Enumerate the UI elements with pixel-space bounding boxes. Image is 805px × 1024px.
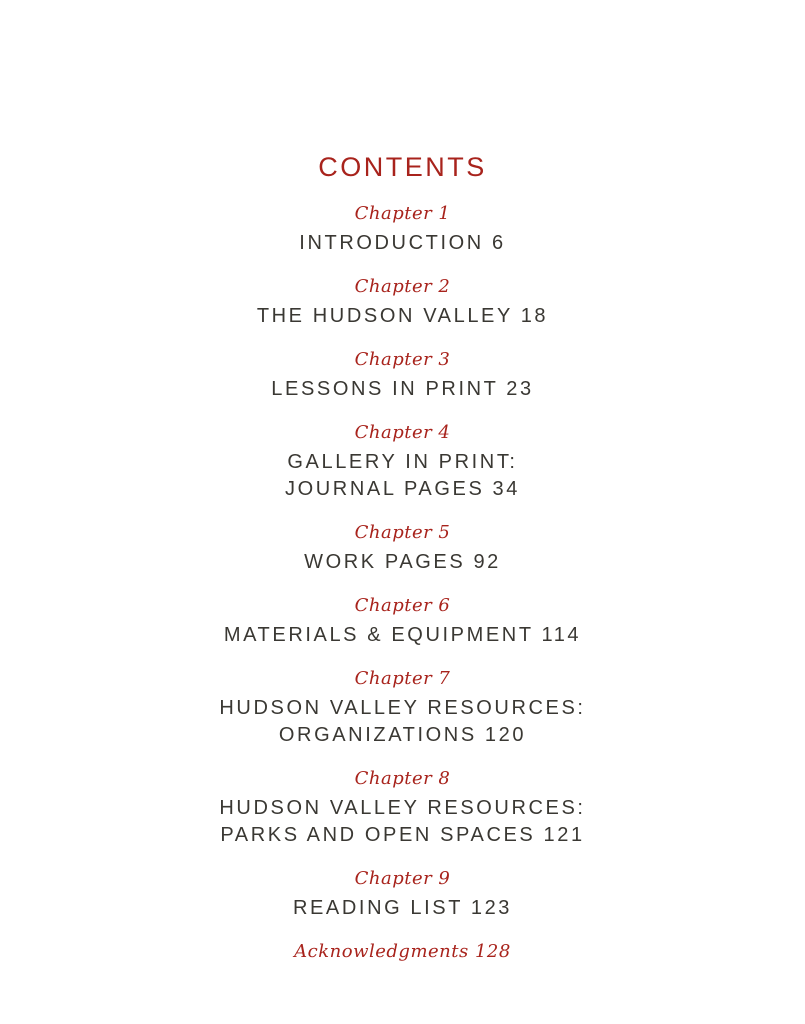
toc-entry-chapter-7[interactable] xyxy=(0,668,805,749)
chapter-title xyxy=(0,795,805,849)
chapter-title-line: GALLERY IN PRINT: xyxy=(287,451,518,473)
chapter-label: Chapter 9 xyxy=(354,868,451,889)
chapter-title-line: THE HUDSON VALLEY 18 xyxy=(256,305,549,327)
toc-entry-chapter-9[interactable] xyxy=(0,868,805,922)
chapter-title-line: JOURNAL PAGES 34 xyxy=(285,478,520,500)
chapter-title-line: READING LIST 123 xyxy=(292,897,513,919)
chapter-title xyxy=(0,449,805,503)
chapter-title-line: HUDSON VALLEY RESOURCES: xyxy=(219,797,586,819)
chapter-title xyxy=(0,303,805,330)
chapter-title-line: INTRODUCTION 6 xyxy=(299,232,506,254)
chapter-label: Chapter 4 xyxy=(354,422,451,443)
toc-entry-chapter-1[interactable] xyxy=(0,203,805,257)
chapter-label: Chapter 1 xyxy=(354,203,451,224)
chapter-label: Chapter 2 xyxy=(354,276,451,297)
chapter-title-line: MATERIALS & EQUIPMENT 114 xyxy=(223,624,582,646)
toc-entry-chapter-5[interactable] xyxy=(0,522,805,576)
chapter-title-line: ORGANIZATIONS 120 xyxy=(278,724,527,746)
contents-heading: CONTENTS xyxy=(318,152,487,182)
toc-entries xyxy=(0,203,805,922)
chapter-title-line: LESSONS IN PRINT 23 xyxy=(271,378,534,400)
acknowledgments-entry[interactable]: Acknowledgments 128 xyxy=(294,941,511,962)
toc-entry-chapter-6[interactable] xyxy=(0,595,805,649)
chapter-label: Chapter 3 xyxy=(354,349,451,370)
chapter-title xyxy=(0,549,805,576)
chapter-title-line: HUDSON VALLEY RESOURCES: xyxy=(219,697,586,719)
toc-entry-chapter-4[interactable] xyxy=(0,422,805,503)
chapter-title-line: WORK PAGES 92 xyxy=(304,551,501,573)
chapter-title xyxy=(0,376,805,403)
chapter-title-line: PARKS AND OPEN SPACES 121 xyxy=(220,824,585,846)
chapter-label: Chapter 8 xyxy=(354,768,451,789)
toc-entry-chapter-8[interactable] xyxy=(0,768,805,849)
chapter-label: Chapter 5 xyxy=(354,522,451,543)
chapter-title xyxy=(0,695,805,749)
table-of-contents xyxy=(0,150,805,963)
chapter-title xyxy=(0,895,805,922)
toc-entry-chapter-3[interactable] xyxy=(0,349,805,403)
chapter-label: Chapter 6 xyxy=(354,595,451,616)
chapter-title xyxy=(0,230,805,257)
toc-entry-chapter-2[interactable] xyxy=(0,276,805,330)
chapter-title xyxy=(0,622,805,649)
chapter-label: Chapter 7 xyxy=(354,668,451,689)
